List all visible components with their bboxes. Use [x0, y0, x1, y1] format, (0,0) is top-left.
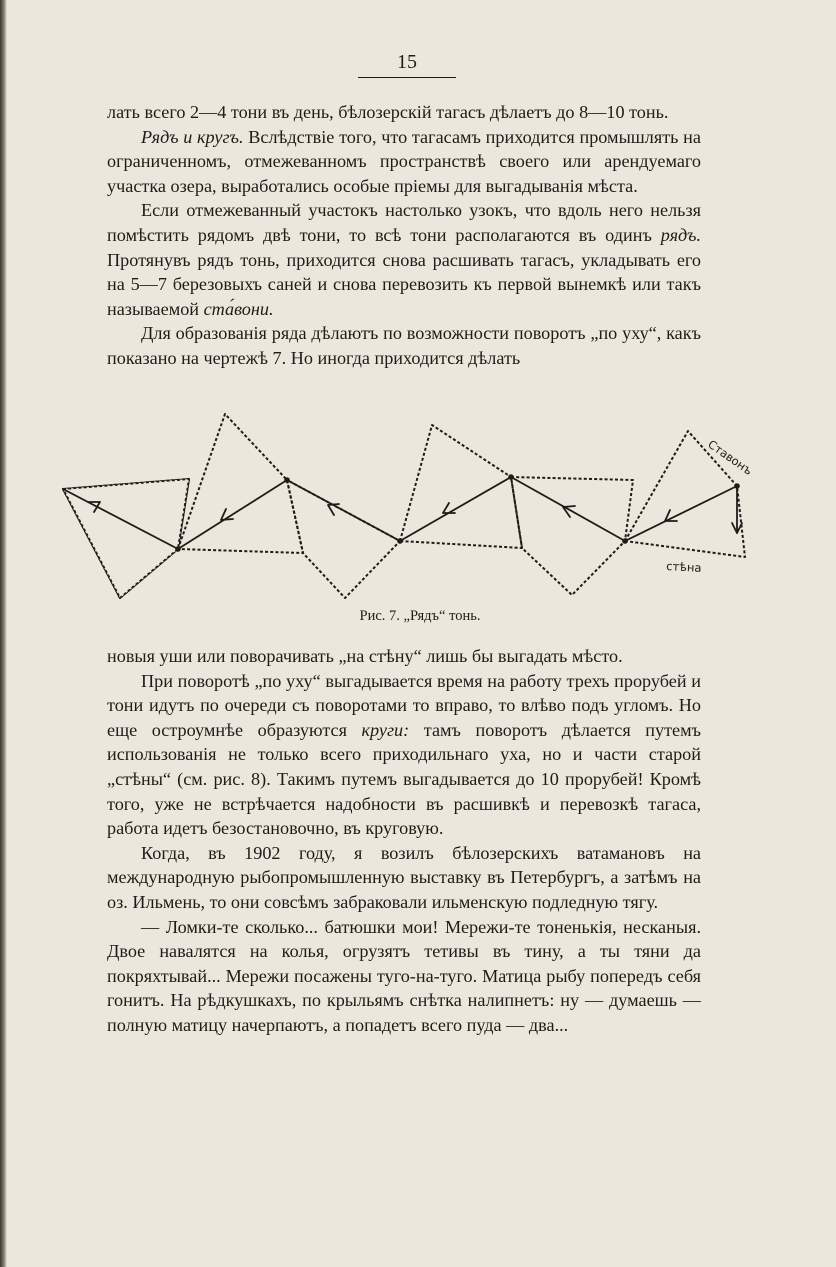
term-krugi: круги: [361, 719, 410, 740]
hole-3 [397, 538, 403, 544]
paragraph-5: новыя уши или поворачивать „на стѣну“ лишь бы выгадать мѣсто. [107, 646, 623, 666]
hole-6 [734, 483, 740, 489]
term-stavoni: ста́вони. [203, 298, 274, 319]
paragraph-3-text-a: Если отмежеванный участокъ настолько узокъ, что вдоль него нельзя помѣстить рядомъ двѣ тони, то всѣ тони располагаются въ одинъ [107, 200, 701, 245]
term-ryad: рядъ. [660, 224, 701, 245]
paragraph-6 [107, 669, 701, 841]
net-outline-2 [178, 414, 303, 553]
paragraph-7: Когда, въ 1902 году, я возилъ бѣлозерскихъ ватамановъ на международную рыбопромышленную выставку въ Петербургъ, а затѣмъ на оз. Ильмень, то они совсѣмъ забраковали ильменскую подледную тягу. [107, 842, 701, 912]
arrow-4 [443, 503, 455, 513]
paragraph-4: Для образованія ряда дѣлаютъ по возможности поворотъ „по уху“, какъ показано на чертежѣ 7. Но иногда приходится дѣлать [107, 323, 701, 368]
section-heading-row-and-circle: Рядъ и кругъ. [141, 126, 244, 147]
paragraph-1: лать всего 2—4 тони въ день, бѣлозерскій тагасъ дѣлаетъ до 8—10 тонь. [107, 102, 669, 122]
paragraph-3-text-b: Протянувъ рядъ тонь, приходится снова расшивать тагасъ, укладывать его на 5—7 березовыхъ саней и снова перевозить къ первой вынемкѣ или такъ называемой [107, 249, 701, 319]
hole-5 [622, 538, 628, 544]
hole-2 [284, 477, 290, 483]
label-stavon: Ставонъ [705, 436, 756, 478]
hole-1 [175, 546, 181, 552]
paragraph-6-text-b: тамъ поворотъ дѣлается путемъ использованія не только всего приходильнаго уха, но и части старой „стѣны“ (см. рис. 8). Такимъ путемъ выгадывается до 10 прорубей! Кромѣ того, уже не встрѣчается надобности въ расшивкѣ и перевозкѣ тагаса, работа идетъ безостановочно, въ круговую. [107, 719, 702, 839]
page-number: 15 [358, 50, 456, 78]
paragraph-2-text: Вслѣдствіе того, что тагасамъ приходится промышлять на ограниченномъ, отмежеванномъ пространствѣ своего или арендуемаго участка озера, выработались особые пріемы для выгадыванія мѣста. [107, 126, 701, 196]
hole-4 [508, 474, 514, 480]
paragraph-8: — Ломки-те сколько... батюшки мои! Мережи-те тоненькія, несканыя. Двое навалятся на колья, огрузятъ тетивы въ тину, а ты тяни да покряхтывай... Мережи посажены туго-на-туго. Матица рыбу поперeдъ себя гонитъ. На рѣдкушкахъ, по крыльямъ снѣтка налипнетъ: ну — думаешь — полную матицу начерпаютъ, а попадетъ всего пуда — два... [107, 916, 701, 1035]
label-stena: стѣна [665, 559, 702, 575]
figure-caption: Рис. 7. „Рядъ“ тонь. [359, 608, 481, 624]
tow-line-3 [287, 480, 400, 541]
text-block-bottom [107, 644, 701, 1038]
net-outline-3 [287, 480, 400, 598]
tow-line-2 [178, 480, 287, 549]
tow-line-5 [511, 477, 625, 541]
paragraph-6-text-a: При поворотѣ „по уху“ выгадывается время на работу трехъ прорубей и тони идутъ по очереди съ поворотами то вправо, то влѣво подъ угломъ. Но еще остроумнѣе образуются [107, 670, 701, 740]
tow-line-4 [400, 477, 511, 541]
